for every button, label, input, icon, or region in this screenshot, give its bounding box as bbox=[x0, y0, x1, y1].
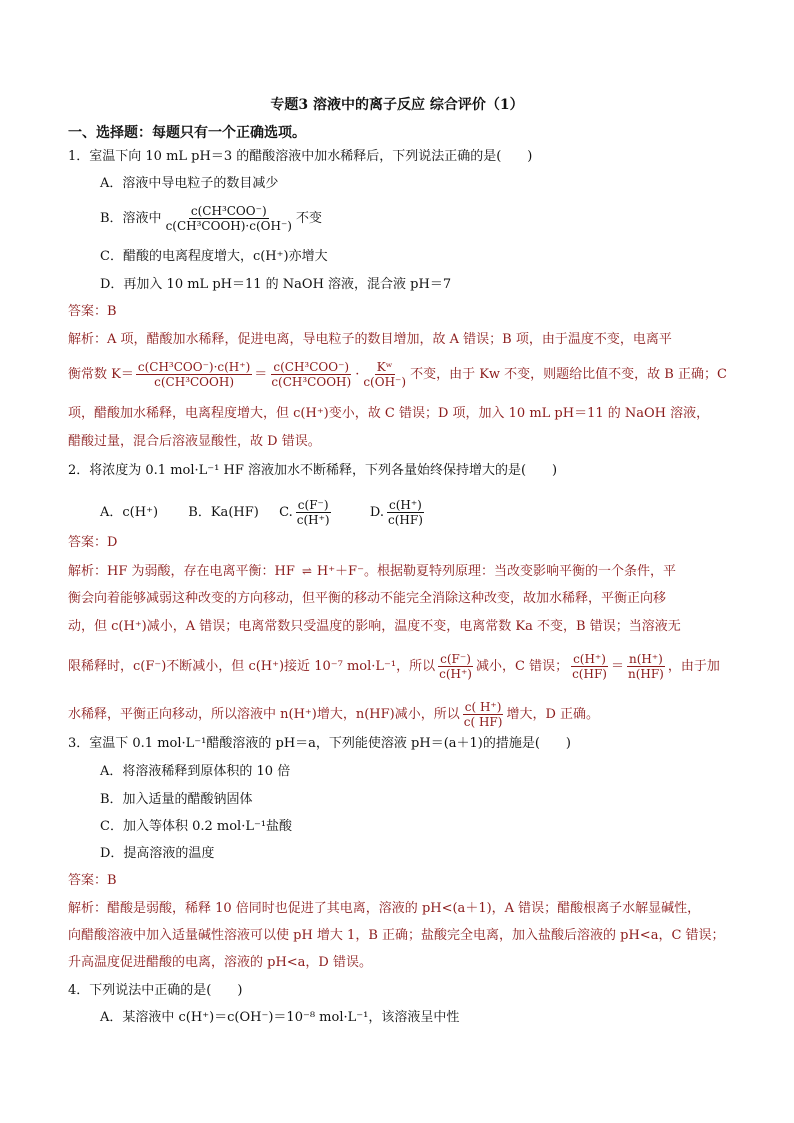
q1-explanation-line2 bbox=[68, 360, 727, 389]
q1-explanation-line3: 项，醋酸加水稀释，电离程度增大，但 c(H⁺)变小，故 C 错误；D 项，加入 10 mL pH＝11 的 NaOH 溶液， bbox=[68, 406, 710, 421]
page-title: 专题3 溶液中的离子反应 综合评价（1） bbox=[270, 97, 524, 113]
q3-explanation-line3: 升高温度促进醋酸的电离，溶液的 pH<a，D 错误。 bbox=[68, 955, 372, 970]
text-span: 增大，D 正确。 bbox=[506, 707, 599, 722]
text-span: 限稀释时，c(F⁻)不断减小，但 c(H⁺)接近 10⁻⁷ mol·L⁻¹，所以 bbox=[68, 659, 436, 674]
q1-option-b-label: B．溶液中 bbox=[100, 211, 162, 226]
q2-option-d-fraction bbox=[386, 498, 425, 527]
fraction-numerator: c(CH³COO⁻)·c(H⁺) bbox=[137, 360, 251, 374]
text-span: ，由于加 bbox=[667, 659, 720, 674]
fraction bbox=[626, 652, 666, 681]
fraction-numerator: c(F⁻) bbox=[297, 498, 329, 512]
q1-option-d: D．再加入 10 mL pH＝11 的 NaOH 溶液，混合液 pH＝7 bbox=[100, 277, 452, 292]
fraction-numerator: n(H⁺) bbox=[628, 652, 663, 666]
text-span: ＝ bbox=[610, 659, 624, 674]
q1-answer: 答案：B bbox=[68, 304, 117, 319]
fraction bbox=[136, 360, 252, 389]
fraction bbox=[462, 700, 505, 729]
text-span: 减小，C 错误； bbox=[475, 659, 569, 674]
equilibrium-arrow-icon: ⇌ bbox=[301, 564, 310, 578]
fraction bbox=[269, 360, 353, 389]
q3-answer: 答案：B bbox=[68, 873, 117, 888]
q4-option-a: A．某溶液中 c(H⁺)＝c(OH⁻)＝10⁻⁸ mol·L⁻¹，该溶液呈中性 bbox=[100, 1010, 460, 1025]
q2-option-c-fraction bbox=[295, 498, 332, 527]
q2-option-d-label: D. bbox=[369, 505, 384, 520]
q3-explanation-line1: 解析：醋酸是弱酸，稀释 10 倍同时也促进了其电离，溶液的 pH<(a＋1)，A 错误；醋酸根离子水解显碱性， bbox=[68, 901, 701, 916]
fraction bbox=[437, 652, 474, 681]
fraction-denominator: c(H⁺) bbox=[439, 667, 472, 681]
text-span: ＝ bbox=[254, 367, 268, 382]
fraction-denominator: c(CH³COOH)·c(OH⁻) bbox=[165, 219, 292, 233]
q2-explanation-line1 bbox=[68, 562, 676, 581]
q2-explanation-line4 bbox=[68, 652, 720, 681]
fraction-denominator: c( HF) bbox=[463, 715, 503, 729]
fraction bbox=[361, 360, 408, 389]
text-span: 水稀释，平衡正向移动，所以溶液中 n(H⁺)增大，n(HF)减小，所以 bbox=[68, 707, 460, 722]
fraction-numerator: Kʷ bbox=[376, 360, 393, 374]
q1-option-b-suffix: 不变 bbox=[295, 211, 322, 226]
q2-option-c-label: C. bbox=[279, 505, 293, 520]
q3-explanation-line2: 向醋酸溶液中加入适量碱性溶液可以使 pH 增大 1，B 正确；盐酸完全电离，加入盐酸后溶液的 pH<a，C 错误； bbox=[68, 928, 725, 943]
q2-explanation-line3: 动，但 c(H⁺)减小，A 错误；电离常数只受温度的影响，温度不变，电离常数 Ka 不变，B 错误；当溶液无 bbox=[68, 619, 681, 634]
q1-explanation-line4: 醋酸过量，混合后溶液显酸性，故 D 错误。 bbox=[68, 434, 321, 449]
fraction-denominator: n(HF) bbox=[627, 667, 664, 681]
fraction-denominator: c(CH³COOH) bbox=[271, 375, 352, 389]
q1-option-a: A．溶液中导电粒子的数目减少 bbox=[100, 176, 279, 191]
q1-stem: 1．室温下向 10 mL pH＝3 的醋酸溶液中加水稀释后，下列说法正确的是( ) bbox=[68, 149, 533, 164]
q2-option-b: B．Ka(HF) bbox=[188, 505, 259, 520]
section-heading: 一、选择题：每题只有一个正确选项。 bbox=[68, 125, 306, 141]
q2-stem: 2．将浓度为 0.1 mol·L⁻¹ HF 溶液加水不断稀释，下列各量始终保持增大的是( ) bbox=[68, 463, 558, 478]
fraction-denominator: c(HF) bbox=[388, 513, 423, 527]
text-span: 衡常数 K＝ bbox=[68, 367, 134, 382]
fraction-numerator: c(H⁺) bbox=[388, 498, 422, 512]
fraction-denominator: c(H⁺) bbox=[296, 513, 330, 527]
text-span: 解析：HF 为弱酸，存在电离平衡：HF bbox=[68, 564, 295, 579]
q3-option-b: B．加入适量的醋酸钠固体 bbox=[100, 792, 253, 807]
fraction-numerator: c(CH³COO⁻) bbox=[273, 360, 350, 374]
text-span: H⁺＋F⁻。根据勒夏特列原理：当改变影响平衡的一个条件，平 bbox=[316, 564, 676, 579]
q1-option-b bbox=[100, 204, 322, 233]
q3-option-a: A．将溶液稀释到原体积的 10 倍 bbox=[100, 764, 291, 779]
fraction bbox=[570, 652, 609, 681]
q2-explanation-line2: 衡会向着能够减弱这种改变的方向移动，但平衡的移动不能完全消除这种改变，故加水稀释，平衡正向移 bbox=[68, 591, 667, 606]
fraction-numerator: c(F⁻) bbox=[440, 652, 471, 666]
q2-answer: 答案：D bbox=[68, 535, 118, 550]
fraction-numerator: c( H⁺) bbox=[464, 700, 502, 714]
q2-options bbox=[100, 498, 427, 527]
q3-option-d: D．提高溶液的温度 bbox=[100, 846, 215, 861]
fraction-denominator: c(CH³COOH) bbox=[154, 375, 235, 389]
q4-stem: 4．下列说法中正确的是( ) bbox=[68, 983, 243, 998]
text-span: 不变，由于 Kw 不变，则题给比值不变，故 B 正确；C bbox=[410, 367, 727, 382]
fraction-denominator: c(HF) bbox=[572, 667, 607, 681]
q2-explanation-line5 bbox=[68, 700, 599, 729]
q1-option-b-fraction bbox=[164, 204, 294, 233]
q2-option-a: A．c(H⁺) bbox=[100, 505, 159, 520]
fraction-numerator: c(H⁺) bbox=[573, 652, 606, 666]
q1-explanation-line1: 解析：A 项，醋酸加水稀释，促进电离，导电粒子的数目增加，故 A 错误；B 项，由于温度不变，电离平 bbox=[68, 332, 672, 347]
q3-stem: 3．室温下 0.1 mol·L⁻¹醋酸溶液的 pH＝a，下列能使溶液 pH＝(a＋1)的措施是( ) bbox=[68, 736, 572, 751]
text-span: · bbox=[355, 367, 360, 382]
q1-option-c: C．醋酸的电离程度增大，c(H⁺)亦增大 bbox=[100, 249, 328, 264]
q3-option-c: C．加入等体积 0.2 mol·L⁻¹盐酸 bbox=[100, 819, 293, 834]
fraction-numerator: c(CH³COO⁻) bbox=[190, 204, 267, 218]
fraction-denominator: c(OH⁻) bbox=[363, 375, 407, 389]
